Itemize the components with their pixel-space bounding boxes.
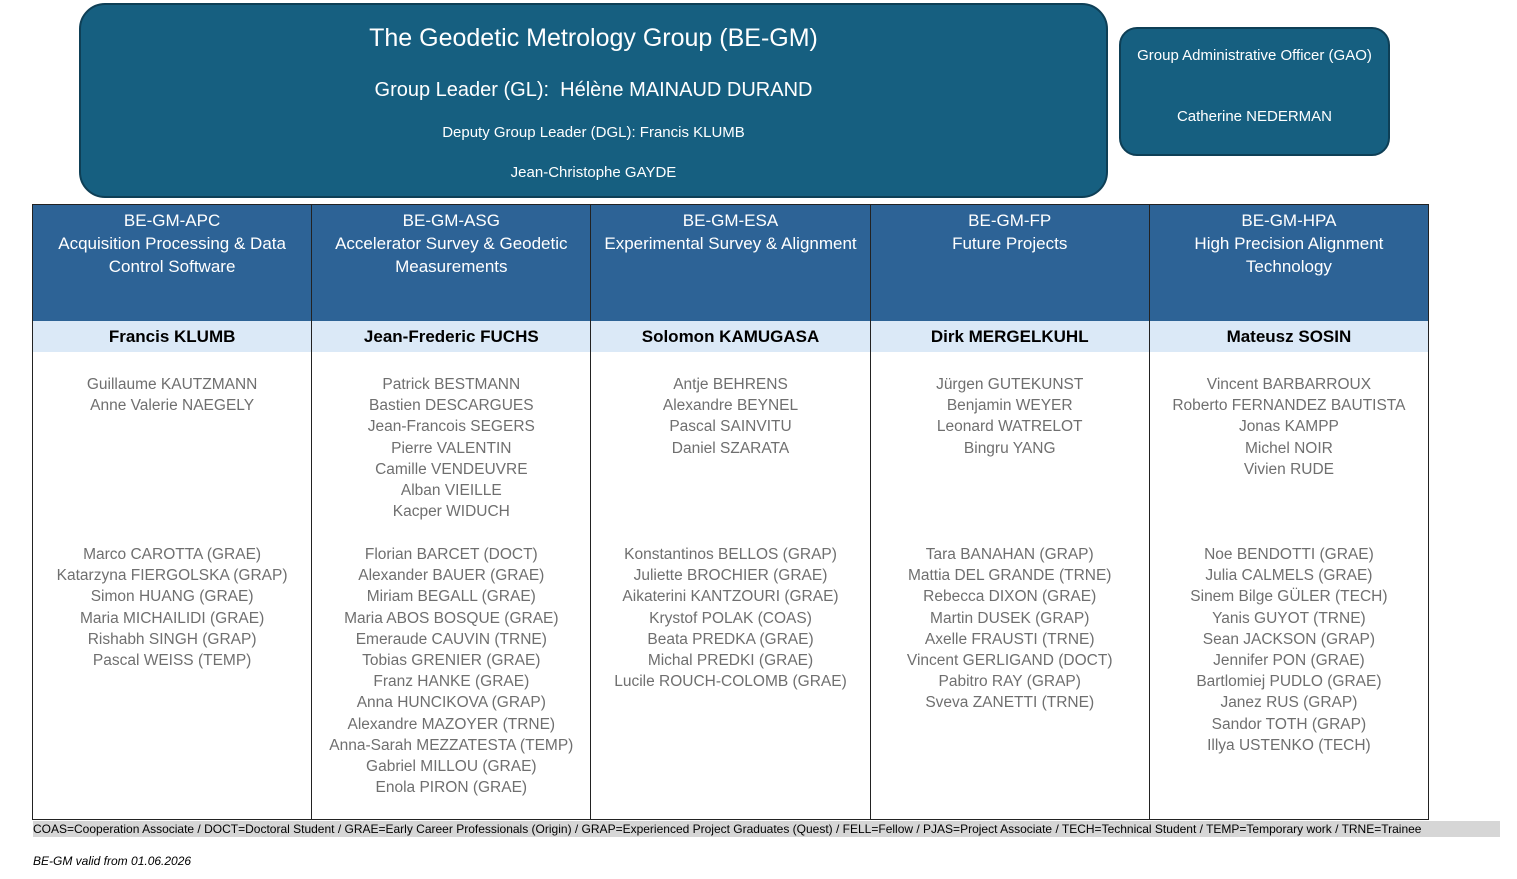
person-name: Anna-Sarah MEZZATESTA (TEMP) [329, 736, 574, 754]
staff-list [33, 374, 311, 416]
person-name: Marco CAROTTA (GRAE) [83, 546, 262, 563]
section-header [312, 205, 590, 321]
section-name: Experimental Survey & Alignment [604, 234, 857, 253]
person-name: Lucile ROUCH-COLOMB (GRAE) [614, 673, 847, 691]
members-list [871, 544, 1149, 714]
section-header [33, 205, 311, 321]
person-name: Pabitro RAY (GRAP) [938, 673, 1081, 691]
members-list [312, 544, 590, 798]
staff-list [591, 374, 869, 459]
person-name: Konstantinos BELLOS (GRAP) [624, 546, 837, 563]
person-name: Pascal WEISS (TEMP) [92, 652, 252, 670]
person-name: Patrick BESTMANN [382, 376, 521, 393]
person-name: Pascal SAINVITU [669, 418, 792, 436]
group-title: The Geodetic Metrology Group (BE-GM) [369, 24, 818, 52]
person-name: Jürgen GUTEKUNST [936, 376, 1084, 393]
person-name: Franz HANKE (GRAE) [373, 673, 530, 691]
valid-from-note: BE-GM valid from 01.06.2026 [33, 854, 192, 868]
section-header [1150, 205, 1428, 321]
person-name: Vincent BARBARROUX [1206, 376, 1372, 393]
members-list [33, 544, 311, 671]
person-name: Simon HUANG (GRAE) [90, 588, 254, 606]
section-hpa [1150, 205, 1428, 819]
person-name: Aikaterini KANTZOURI (GRAE) [622, 588, 839, 606]
person-name: Martin DUSEK (GRAP) [930, 609, 1090, 627]
members-list [1150, 544, 1428, 756]
person-name: Gabriel MILLOU (GRAE) [366, 758, 537, 776]
person-name: Janez RUS (GRAP) [1220, 694, 1358, 712]
person-name: Tobias GRENIER (GRAE) [362, 652, 541, 670]
person-name: Roberto FERNANDEZ BAUTISTA [1172, 397, 1406, 415]
person-name: Jennifer PON (GRAE) [1213, 652, 1365, 670]
group-leader: Group Leader (GL): Hélène MAINAUD DURAND [374, 79, 813, 101]
person-name: Maria MICHAILIDI (GRAE) [79, 609, 265, 627]
person-name: Anne Valerie NAEGELY [90, 397, 255, 415]
section-code: BE-GM-ESA [682, 211, 779, 230]
section-header [871, 205, 1149, 321]
person-name: Vivien RUDE [1243, 460, 1334, 478]
person-name: Michel NOIR [1244, 439, 1333, 457]
gao-name: Catherine NEDERMAN [1176, 108, 1333, 125]
person-name: Jonas KAMPP [1238, 418, 1339, 436]
members-list [591, 544, 869, 692]
staff-list [1150, 374, 1428, 480]
person-name: Benjamin WEYER [946, 397, 1073, 415]
staff-list [312, 374, 590, 522]
person-name: Bingru YANG [963, 439, 1056, 457]
section-name: Future Projects [952, 234, 1068, 253]
person-name: Sveva ZANETTI (TRNE) [925, 694, 1095, 712]
section-code: BE-GM-FP [968, 211, 1052, 230]
section-name: Accelerator Survey & Geodetic Measurements [335, 234, 568, 276]
person-name: Noe BENDOTTI (GRAE) [1204, 546, 1374, 563]
sections-table [32, 204, 1429, 820]
section-code: BE-GM-HPA [1241, 211, 1337, 230]
section-leader: Dirk MERGELKUHL [871, 321, 1149, 352]
person-name: Sandor TOTH (GRAP) [1211, 715, 1367, 733]
person-name: Illya USTENKO (TECH) [1207, 736, 1371, 754]
person-name: Alexander BAUER (GRAE) [358, 567, 545, 585]
person-name: Bartlomiej PUDLO (GRAE) [1196, 673, 1382, 691]
group-header-box [79, 3, 1108, 198]
person-name: Alexandre BEYNEL [662, 397, 799, 415]
person-name: Mattia DEL GRANDE (TRNE) [907, 567, 1112, 585]
person-name: Guillaume KAUTZMANN [86, 376, 258, 393]
person-name: Tara BANAHAN (GRAP) [925, 546, 1094, 563]
person-name: Juliette BROCHIER (GRAE) [633, 567, 828, 585]
section-name: High Precision Alignment Technology [1194, 234, 1384, 276]
person-name: Antje BEHRENS [673, 376, 788, 393]
person-name: Julia CALMELS (GRAE) [1205, 567, 1373, 585]
gao-title: Group Administrative Officer (GAO) [1137, 47, 1372, 64]
person-name: Alban VIEILLE [400, 482, 502, 500]
section-leader: Solomon KAMUGASA [591, 321, 869, 352]
section-code: BE-GM-APC [123, 211, 221, 230]
person-name: Emeraude CAUVIN (TRNE) [355, 630, 547, 648]
person-name: Michal PREDKI (GRAE) [647, 652, 814, 670]
person-name: Daniel SZARATA [671, 439, 790, 457]
section-header [591, 205, 869, 321]
section-leader: Mateusz SOSIN [1150, 321, 1428, 352]
person-name: Miriam BEGALL (GRAE) [366, 588, 536, 606]
deputy-group-leader: Deputy Group Leader (DGL): Francis KLUMB [442, 124, 745, 141]
section-name: Acquisition Processing & Data Control Software [58, 234, 286, 276]
person-name: Rebecca DIXON (GRAE) [923, 588, 1097, 606]
person-name: Vincent GERLIGAND (DOCT) [906, 652, 1113, 670]
person-name: Axelle FRAUSTI (TRNE) [924, 630, 1095, 648]
person-name: Yanis GUYOT (TRNE) [1212, 609, 1366, 627]
section-code: BE-GM-ASG [402, 211, 500, 230]
person-name: Alexandre MAZOYER (TRNE) [347, 715, 556, 733]
person-name: Florian BARCET (DOCT) [364, 546, 538, 563]
section-leader: Jean-Frederic FUCHS [312, 321, 590, 352]
section-apc [33, 205, 312, 819]
gao-box [1119, 27, 1390, 156]
person-name: Camille VENDEUVRE [375, 460, 528, 478]
staff-list [871, 374, 1149, 459]
person-name: Leonard WATRELOT [936, 418, 1083, 436]
person-name: Sean JACKSON (GRAP) [1202, 630, 1376, 648]
person-name: Anna HUNCIKOVA (GRAP) [356, 694, 546, 712]
person-name: Enola PIRON (GRAE) [375, 779, 528, 797]
person-name: Katarzyna FIERGOLSKA (GRAP) [56, 567, 288, 585]
group-member-extra: Jean-Christophe GAYDE [510, 164, 677, 181]
person-name: Kacper WIDUCH [392, 503, 510, 521]
person-name: Maria ABOS BOSQUE (GRAE) [344, 609, 559, 627]
section-leader: Francis KLUMB [33, 321, 311, 352]
person-name: Rishabh SINGH (GRAP) [87, 630, 257, 648]
section-fp [871, 205, 1150, 819]
person-name: Pierre VALENTIN [391, 439, 512, 457]
person-name: Bastien DESCARGUES [369, 397, 534, 415]
legend-note: COAS=Cooperation Associate / DOCT=Doctoral Student / GRAE=Early Career Professionals (Origin) / GRAP=Experienced Project Graduates (Quest) / FELL=Fellow / PJAS=Project Associate / TECH=Technical Student / TEMP=Temporary work / TRNE=Trainee [33, 821, 1500, 837]
person-name: Sinem Bilge GÜLER (TECH) [1190, 588, 1388, 606]
person-name: Beata PREDKA (GRAE) [647, 630, 814, 648]
section-esa [591, 205, 870, 819]
person-name: Krystof POLAK (COAS) [649, 609, 812, 627]
section-asg [312, 205, 591, 819]
person-name: Jean-Francois SEGERS [367, 418, 535, 436]
